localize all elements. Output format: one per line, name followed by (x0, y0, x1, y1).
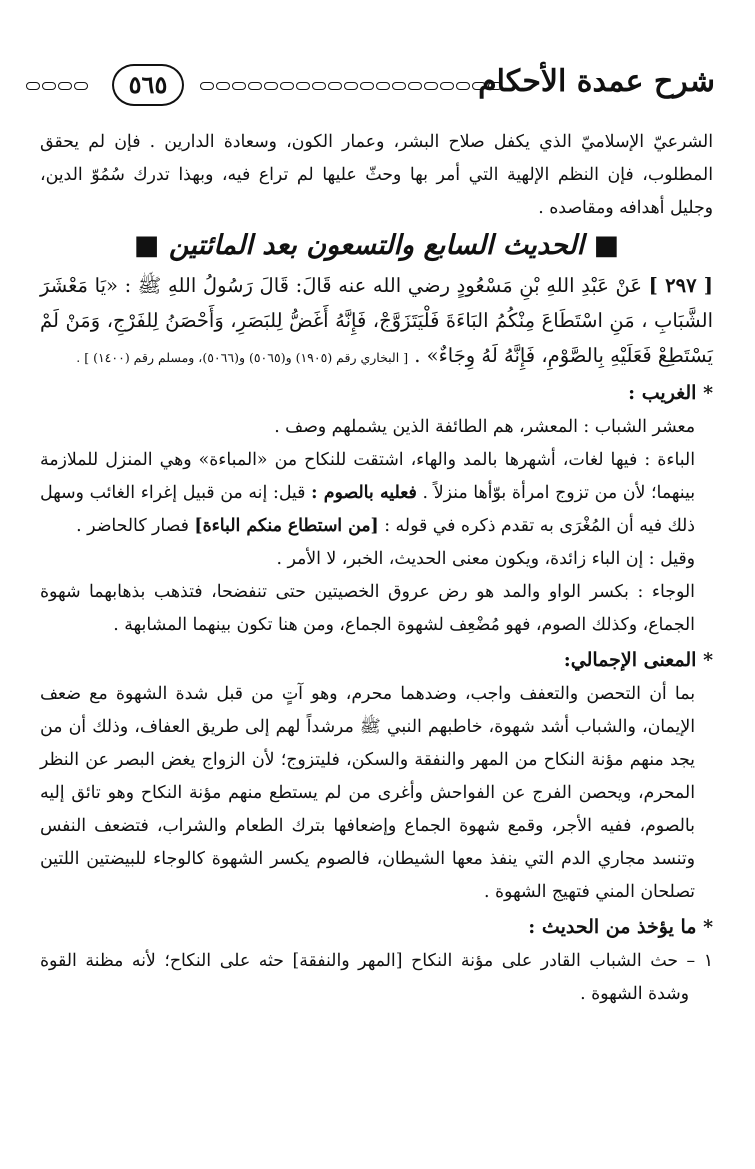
hadith-reference: [ البخاري رقم (١٩٠٥) و(٥٠٦٥) و(٥٠٦٦)، ومسلم رقم (١٤٠٠) ] . (76, 350, 409, 365)
chain-link-icon (440, 82, 454, 90)
intro-line: وجليل أهدافه ومقاصده . (538, 198, 713, 218)
chain-link-icon (58, 82, 72, 90)
quoted-phrase: [من استطاع منكم الباءة] (194, 516, 379, 536)
term-definition: قيل: إنه من قبيل إغراء الغائب وسهل ذلك فيه أن المُغْرَى به تقدم ذكره في قوله : (40, 483, 695, 536)
chain-link-icon (26, 82, 40, 90)
section-heading-general-meaning (40, 642, 713, 678)
gharib-paragraph (40, 444, 713, 543)
page-content (40, 126, 713, 1011)
chain-link-icon (424, 82, 438, 90)
chain-link-icon (488, 82, 502, 90)
intro-line: المطلوب، فإن النظم الإلهية التي أمر بها وحثّ عليها لم تراع فيه، وبهذا تدرك سُمُوّ الدين، (40, 165, 713, 185)
chain-link-icon (200, 82, 214, 90)
chain-link-icon (456, 82, 470, 90)
square-marker-icon: ■ (133, 230, 160, 261)
chain-link-icon (296, 82, 310, 90)
chain-link-icon (312, 82, 326, 90)
gharib-paragraph (40, 576, 713, 642)
page-header (26, 58, 715, 118)
hadith-number: [ ٢٩٧ ] (648, 274, 714, 297)
decorative-chain-ornament (26, 82, 98, 92)
chain-link-icon (42, 82, 56, 90)
lesson-text: ١ – حث الشباب القادر على مؤنة النكاح (411, 951, 713, 971)
term-definition: فيها لغات، أشهرها بالمد والهاء، اشتقت للنكاح من «المباءة» وهي المنزل للملازمة بينهما؛ لأن من تزوج امرأة بوّأها منزلاً . (40, 450, 696, 503)
chain-link-icon (472, 82, 486, 90)
section-heading-lessons (40, 909, 713, 945)
page-number: ٥٦٥ (112, 64, 184, 106)
chain-link-icon (392, 82, 406, 90)
hadith-title (40, 226, 713, 266)
intro-line: الشرعيّ الإسلاميّ الذي يكفل صلاح البشر، وعمار الكون، وسعادة الدارين . فإن لم يحقق (40, 132, 713, 152)
section-heading-text: ما يؤخذ من الحديث : (528, 916, 697, 938)
chain-link-icon (280, 82, 294, 90)
star-marker-icon: * (703, 382, 713, 404)
chain-link-icon (216, 82, 230, 90)
lesson-text: حثه على النكاح؛ لأنه مظنة القوة وشدة الشهوة . (40, 951, 689, 1004)
section-heading-text: الغريب : (628, 382, 697, 404)
decorative-chain-ornament (200, 82, 514, 92)
star-marker-icon: * (703, 649, 713, 671)
gharib-paragraph: وقيل : إن الباء زائدة، ويكون معنى الحديث، الخبر، لا الأمر . (276, 549, 695, 569)
chain-link-icon (232, 82, 246, 90)
square-marker-icon: ■ (593, 230, 620, 261)
chain-link-icon (344, 82, 358, 90)
hadith-body: عَنْ عَبْدِ اللهِ بْنِ مَسْعُودٍ رضي الله عنه قَالَ: قَالَ رَسُولُ اللهِ ﷺ : «يَا مَعْشَرَ الشَّبَابِ ، مَنِ اسْتَطَاعَ مِنْكُمُ البَاءَةَ فَلْيَتَزَوَّجْ، فَإِنَّهُ أَغَضُّ لِلبَصَرِ، وَأَحْصَنُ لِلفَرْجِ، وَمَنْ لَمْ يَسْتَطِعْ فَعَلَيْهِ بِالصَّوْمِ، فَإِنَّهُ لَهُ وِجَاءٌ» . (40, 274, 713, 367)
chain-link-icon (360, 82, 374, 90)
quoted-phrase: [المهر والنفقة] (292, 951, 403, 971)
chain-link-icon (376, 82, 390, 90)
book-title: شرح عمدة الأحكام (478, 64, 715, 99)
gharib-paragraph: معشر الشباب : المعشر، هم الطائفة الذين يشملهم وصف . (274, 417, 695, 437)
chain-link-icon (74, 82, 88, 90)
chain-link-icon (408, 82, 422, 90)
general-meaning-paragraph: بما أن التحصن والتعفف واجب، وضدهما محرم، وهو آتٍ من قبل شدة الشهوة مع ضعف الإيمان، والشباب أشد شهوة، خاطبهم النبي ﷺ مرشداً لهم إلى طريق العفاف، وذلك أن من يجد منهم مؤنة النكاح من المهر والنفقة والسكن، فليتزوج؛ لأن الزواج يغض البصر عن النظر المحرم، ويحصن الفرج عن الفواحش وأغرى من لم يستطع منهم مؤنة النكاح وهو تائق إليه بالصوم، ففيه الأجر، وقمع شهوة الجماع وإضعافها بترك الطعام والشراب، فتضعف النفس وتنسد مجاري الدم التي ينفذ معها الشيطان، فالصوم يكسر الشهوة كالوجاء للبيضتين اللتين تصلحان المني فتهيج الشهوة . (40, 684, 695, 902)
hadith-text (40, 268, 713, 375)
section-heading-gharib (40, 375, 713, 411)
term: الوجاء : (637, 582, 695, 602)
chain-link-icon (264, 82, 278, 90)
chain-link-icon (248, 82, 262, 90)
chain-link-icon (328, 82, 342, 90)
lesson-item (40, 945, 713, 1011)
term-definition: بكسر الواو والمد هو رض عروق الخصيتين حتى تنفضحا، فتذهب بذهابهما شهوة الجماع، وكذلك الصوم، فهو مُضْعِف لشهوة الجماع، ومن هنا تكون بينهما المشابهة . (40, 582, 695, 635)
term-definition: فصار كالحاضر . (76, 516, 189, 536)
section-heading-text: المعنى الإجمالي: (563, 649, 697, 671)
term: الباءة : (644, 450, 695, 470)
term: فعليه بالصوم : (311, 483, 417, 503)
star-marker-icon: * (703, 916, 713, 938)
hadith-title-text: الحديث السابع والتسعون بعد المائتين (168, 230, 585, 261)
